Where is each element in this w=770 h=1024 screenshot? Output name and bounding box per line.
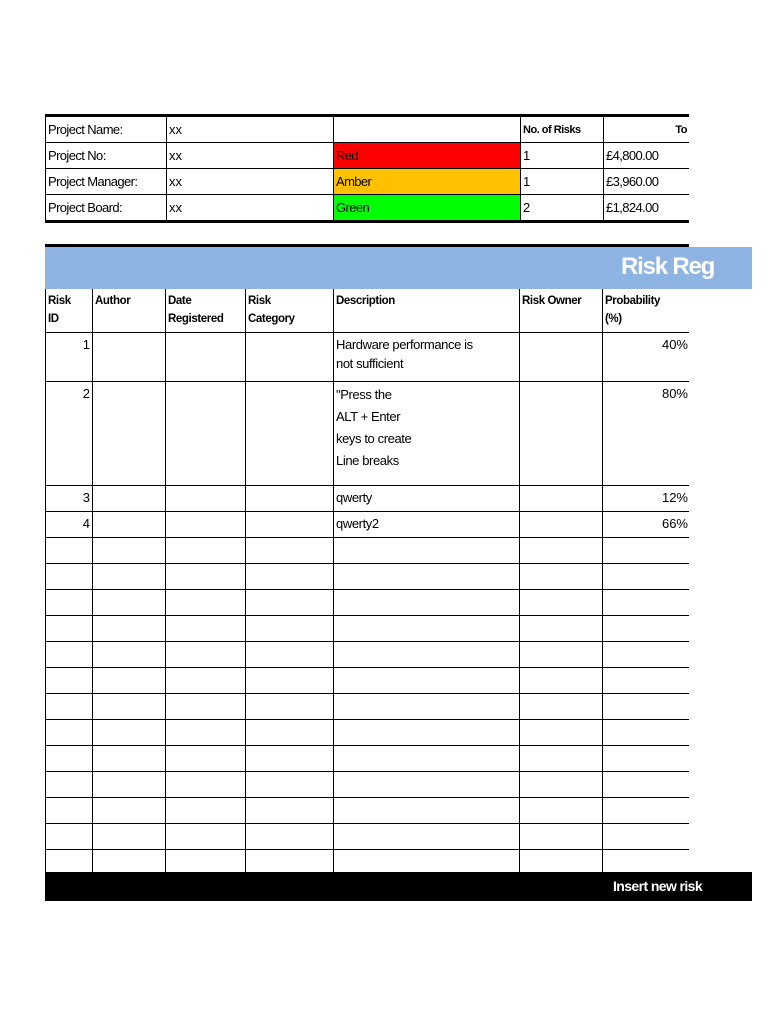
date-cell[interactable] <box>166 772 246 797</box>
page-clip-bottom <box>689 901 770 1024</box>
description-cell[interactable] <box>334 720 520 745</box>
probability-cell[interactable] <box>603 590 690 615</box>
author-cell[interactable] <box>93 538 166 563</box>
no-of-risks-header: No. of Risks <box>520 117 603 142</box>
total-header: To <box>603 117 689 142</box>
table-row[interactable] <box>46 382 690 486</box>
category-cell[interactable] <box>246 590 334 615</box>
risk-id-cell[interactable] <box>46 720 93 745</box>
author-cell[interactable] <box>93 512 166 537</box>
category-cell[interactable] <box>246 486 334 511</box>
date-cell[interactable] <box>166 382 246 485</box>
description-cell[interactable] <box>334 538 520 563</box>
col-author: Author <box>93 289 166 332</box>
date-cell[interactable] <box>166 720 246 745</box>
description-cell[interactable] <box>334 746 520 771</box>
date-cell[interactable] <box>166 824 246 849</box>
project-board-value[interactable]: xx <box>166 195 333 220</box>
category-cell[interactable] <box>246 512 334 537</box>
owner-cell[interactable] <box>520 564 603 589</box>
date-cell[interactable] <box>166 590 246 615</box>
risk-id-cell[interactable] <box>46 798 93 823</box>
probability-cell[interactable] <box>603 772 690 797</box>
probability-cell[interactable] <box>603 720 690 745</box>
rag-green-count: 2 <box>520 195 603 220</box>
author-cell[interactable] <box>93 720 166 745</box>
probability-cell[interactable] <box>603 824 690 849</box>
project-name-label: Project Name: <box>45 117 166 142</box>
register-title: Risk Reg <box>621 253 715 280</box>
table-row-empty[interactable] <box>46 538 690 564</box>
author-cell[interactable] <box>93 850 166 874</box>
category-cell[interactable] <box>246 642 334 667</box>
owner-cell[interactable] <box>520 668 603 693</box>
description-cell[interactable] <box>334 798 520 823</box>
description-cell[interactable] <box>334 694 520 719</box>
table-row-empty[interactable] <box>46 720 690 746</box>
table-row-empty[interactable] <box>46 798 690 824</box>
rag-header-blank <box>333 117 520 142</box>
description-cell[interactable]: Hardware performance is not sufficient <box>334 333 520 381</box>
category-cell[interactable] <box>246 720 334 745</box>
date-cell[interactable] <box>166 538 246 563</box>
author-cell[interactable] <box>93 798 166 823</box>
project-no-value[interactable]: xx <box>166 143 333 168</box>
owner-cell[interactable] <box>520 798 603 823</box>
empty-rows-container <box>46 538 690 875</box>
table-row-empty[interactable] <box>46 564 690 590</box>
rag-amber-total: £3,960.00 <box>603 169 689 194</box>
col-date-registered: Date Registered <box>166 289 246 332</box>
col-risk-category: Risk Category <box>246 289 334 332</box>
owner-cell[interactable] <box>520 512 603 537</box>
author-cell[interactable] <box>93 824 166 849</box>
date-cell[interactable] <box>166 668 246 693</box>
date-cell[interactable] <box>166 798 246 823</box>
insert-new-risk-label: Insert new risk <box>613 878 703 894</box>
project-manager-label: Project Manager: <box>45 169 166 194</box>
risk-id-cell[interactable] <box>46 590 93 615</box>
table-row-empty[interactable] <box>46 616 690 642</box>
date-cell[interactable] <box>166 333 246 381</box>
date-cell[interactable] <box>166 850 246 874</box>
summary-row-project-manager <box>45 169 689 195</box>
owner-cell[interactable] <box>520 772 603 797</box>
col-description: Description <box>334 289 520 332</box>
description-cell[interactable]: qwerty2 <box>334 512 520 537</box>
category-cell[interactable] <box>246 382 334 485</box>
col-risk-id: Risk ID <box>46 289 93 332</box>
owner-cell[interactable] <box>520 486 603 511</box>
project-name-value[interactable]: xx <box>166 117 333 142</box>
owner-cell[interactable] <box>520 590 603 615</box>
rag-red-total: £4,800.00 <box>603 143 689 168</box>
summary-row-project-board <box>45 195 689 220</box>
owner-cell[interactable] <box>520 642 603 667</box>
probability-cell[interactable] <box>603 616 690 641</box>
category-cell[interactable] <box>246 746 334 771</box>
owner-cell[interactable] <box>520 720 603 745</box>
description-cell[interactable] <box>334 850 520 874</box>
author-cell[interactable] <box>93 694 166 719</box>
risk-id-cell[interactable] <box>46 772 93 797</box>
table-row-empty[interactable] <box>46 668 690 694</box>
author-cell[interactable] <box>93 382 166 485</box>
probability-cell[interactable] <box>603 564 690 589</box>
col-risk-owner: Risk Owner <box>520 289 603 332</box>
category-cell[interactable] <box>246 333 334 381</box>
project-summary-table <box>45 114 689 223</box>
rag-red-label: Red <box>333 143 520 168</box>
probability-cell[interactable] <box>603 798 690 823</box>
col-probability: Probability (%) <box>605 295 661 325</box>
description-cell[interactable] <box>334 616 520 641</box>
risk-id-cell[interactable] <box>46 564 93 589</box>
table-row-empty[interactable] <box>46 590 690 616</box>
probability-cell[interactable] <box>603 746 690 771</box>
rag-red-count: 1 <box>520 143 603 168</box>
table-row-empty[interactable] <box>46 694 690 720</box>
risk-id-cell[interactable] <box>46 824 93 849</box>
author-cell[interactable] <box>93 333 166 381</box>
author-cell[interactable] <box>93 564 166 589</box>
description-cell[interactable] <box>334 642 520 667</box>
owner-cell[interactable] <box>520 746 603 771</box>
rag-green-label: Green <box>333 195 520 220</box>
table-row[interactable] <box>46 333 690 382</box>
category-cell[interactable] <box>246 824 334 849</box>
rag-green-total: £1,824.00 <box>603 195 689 220</box>
risk-id-cell[interactable] <box>46 668 93 693</box>
probability-cell[interactable]: 40% <box>661 337 688 352</box>
register-title-bar <box>45 247 752 289</box>
date-cell[interactable] <box>166 564 246 589</box>
probability-cell[interactable]: 12% <box>661 490 688 505</box>
description-cell[interactable] <box>334 824 520 849</box>
table-row-empty[interactable] <box>46 772 690 798</box>
owner-cell[interactable] <box>520 694 603 719</box>
risk-id-cell[interactable]: 2 <box>46 382 93 485</box>
table-row-empty[interactable] <box>46 746 690 772</box>
author-cell[interactable] <box>93 590 166 615</box>
date-cell[interactable] <box>166 746 246 771</box>
risk-id-cell[interactable] <box>46 616 93 641</box>
category-cell[interactable] <box>246 694 334 719</box>
date-cell[interactable] <box>166 512 246 537</box>
owner-cell[interactable] <box>520 333 603 381</box>
owner-cell[interactable] <box>520 382 603 485</box>
probability-cell[interactable] <box>603 694 690 719</box>
probability-cell[interactable] <box>603 668 690 693</box>
risk-id-cell[interactable] <box>46 746 93 771</box>
risk-id-cell[interactable]: 3 <box>46 486 93 511</box>
insert-new-risk-button[interactable] <box>45 872 752 901</box>
table-row-empty[interactable] <box>46 642 690 668</box>
category-cell[interactable] <box>246 850 334 874</box>
owner-cell[interactable] <box>520 850 603 874</box>
risk-id-cell[interactable] <box>46 850 93 874</box>
risk-id-cell[interactable]: 4 <box>46 512 93 537</box>
risk-id-cell[interactable] <box>46 694 93 719</box>
page-clip-mid <box>689 289 770 872</box>
category-cell[interactable] <box>246 538 334 563</box>
summary-row-project-name <box>45 117 689 143</box>
project-manager-value[interactable]: xx <box>166 169 333 194</box>
category-cell[interactable] <box>246 798 334 823</box>
probability-cell[interactable] <box>603 538 690 563</box>
risk-id-cell[interactable]: 1 <box>46 333 93 381</box>
rag-amber-label: Amber <box>333 169 520 194</box>
date-cell[interactable] <box>166 642 246 667</box>
probability-cell[interactable]: 80% <box>661 386 688 401</box>
description-cell[interactable] <box>334 772 520 797</box>
rag-amber-count: 1 <box>520 169 603 194</box>
author-cell[interactable] <box>93 642 166 667</box>
owner-cell[interactable] <box>520 538 603 563</box>
description-cell[interactable]: qwerty <box>334 486 520 511</box>
project-no-label: Project No: <box>45 143 166 168</box>
category-cell[interactable] <box>246 564 334 589</box>
risk-register-grid <box>45 289 690 875</box>
date-cell[interactable] <box>166 616 246 641</box>
author-cell[interactable] <box>93 486 166 511</box>
project-board-label: Project Board: <box>45 195 166 220</box>
description-cell[interactable]: "Press the ALT + Enter keys to create Line breaks <box>334 382 520 485</box>
category-cell[interactable] <box>246 668 334 693</box>
probability-cell[interactable] <box>603 642 690 667</box>
owner-cell[interactable] <box>520 824 603 849</box>
risk-id-cell[interactable] <box>46 538 93 563</box>
owner-cell[interactable] <box>520 616 603 641</box>
probability-cell[interactable] <box>603 850 690 874</box>
description-cell[interactable] <box>334 668 520 693</box>
date-cell[interactable] <box>166 486 246 511</box>
author-cell[interactable] <box>93 772 166 797</box>
author-cell[interactable] <box>93 616 166 641</box>
author-cell[interactable] <box>93 668 166 693</box>
description-cell[interactable] <box>334 564 520 589</box>
summary-row-project-no <box>45 143 689 169</box>
probability-cell[interactable]: 66% <box>661 516 688 531</box>
table-row[interactable] <box>46 486 690 512</box>
table-row-empty[interactable] <box>46 824 690 850</box>
table-row[interactable] <box>46 512 690 538</box>
category-cell[interactable] <box>246 616 334 641</box>
author-cell[interactable] <box>93 746 166 771</box>
category-cell[interactable] <box>246 772 334 797</box>
risk-id-cell[interactable] <box>46 642 93 667</box>
description-cell[interactable] <box>334 590 520 615</box>
register-header-row <box>46 289 690 333</box>
page-clip-top <box>689 0 770 247</box>
date-cell[interactable] <box>166 694 246 719</box>
